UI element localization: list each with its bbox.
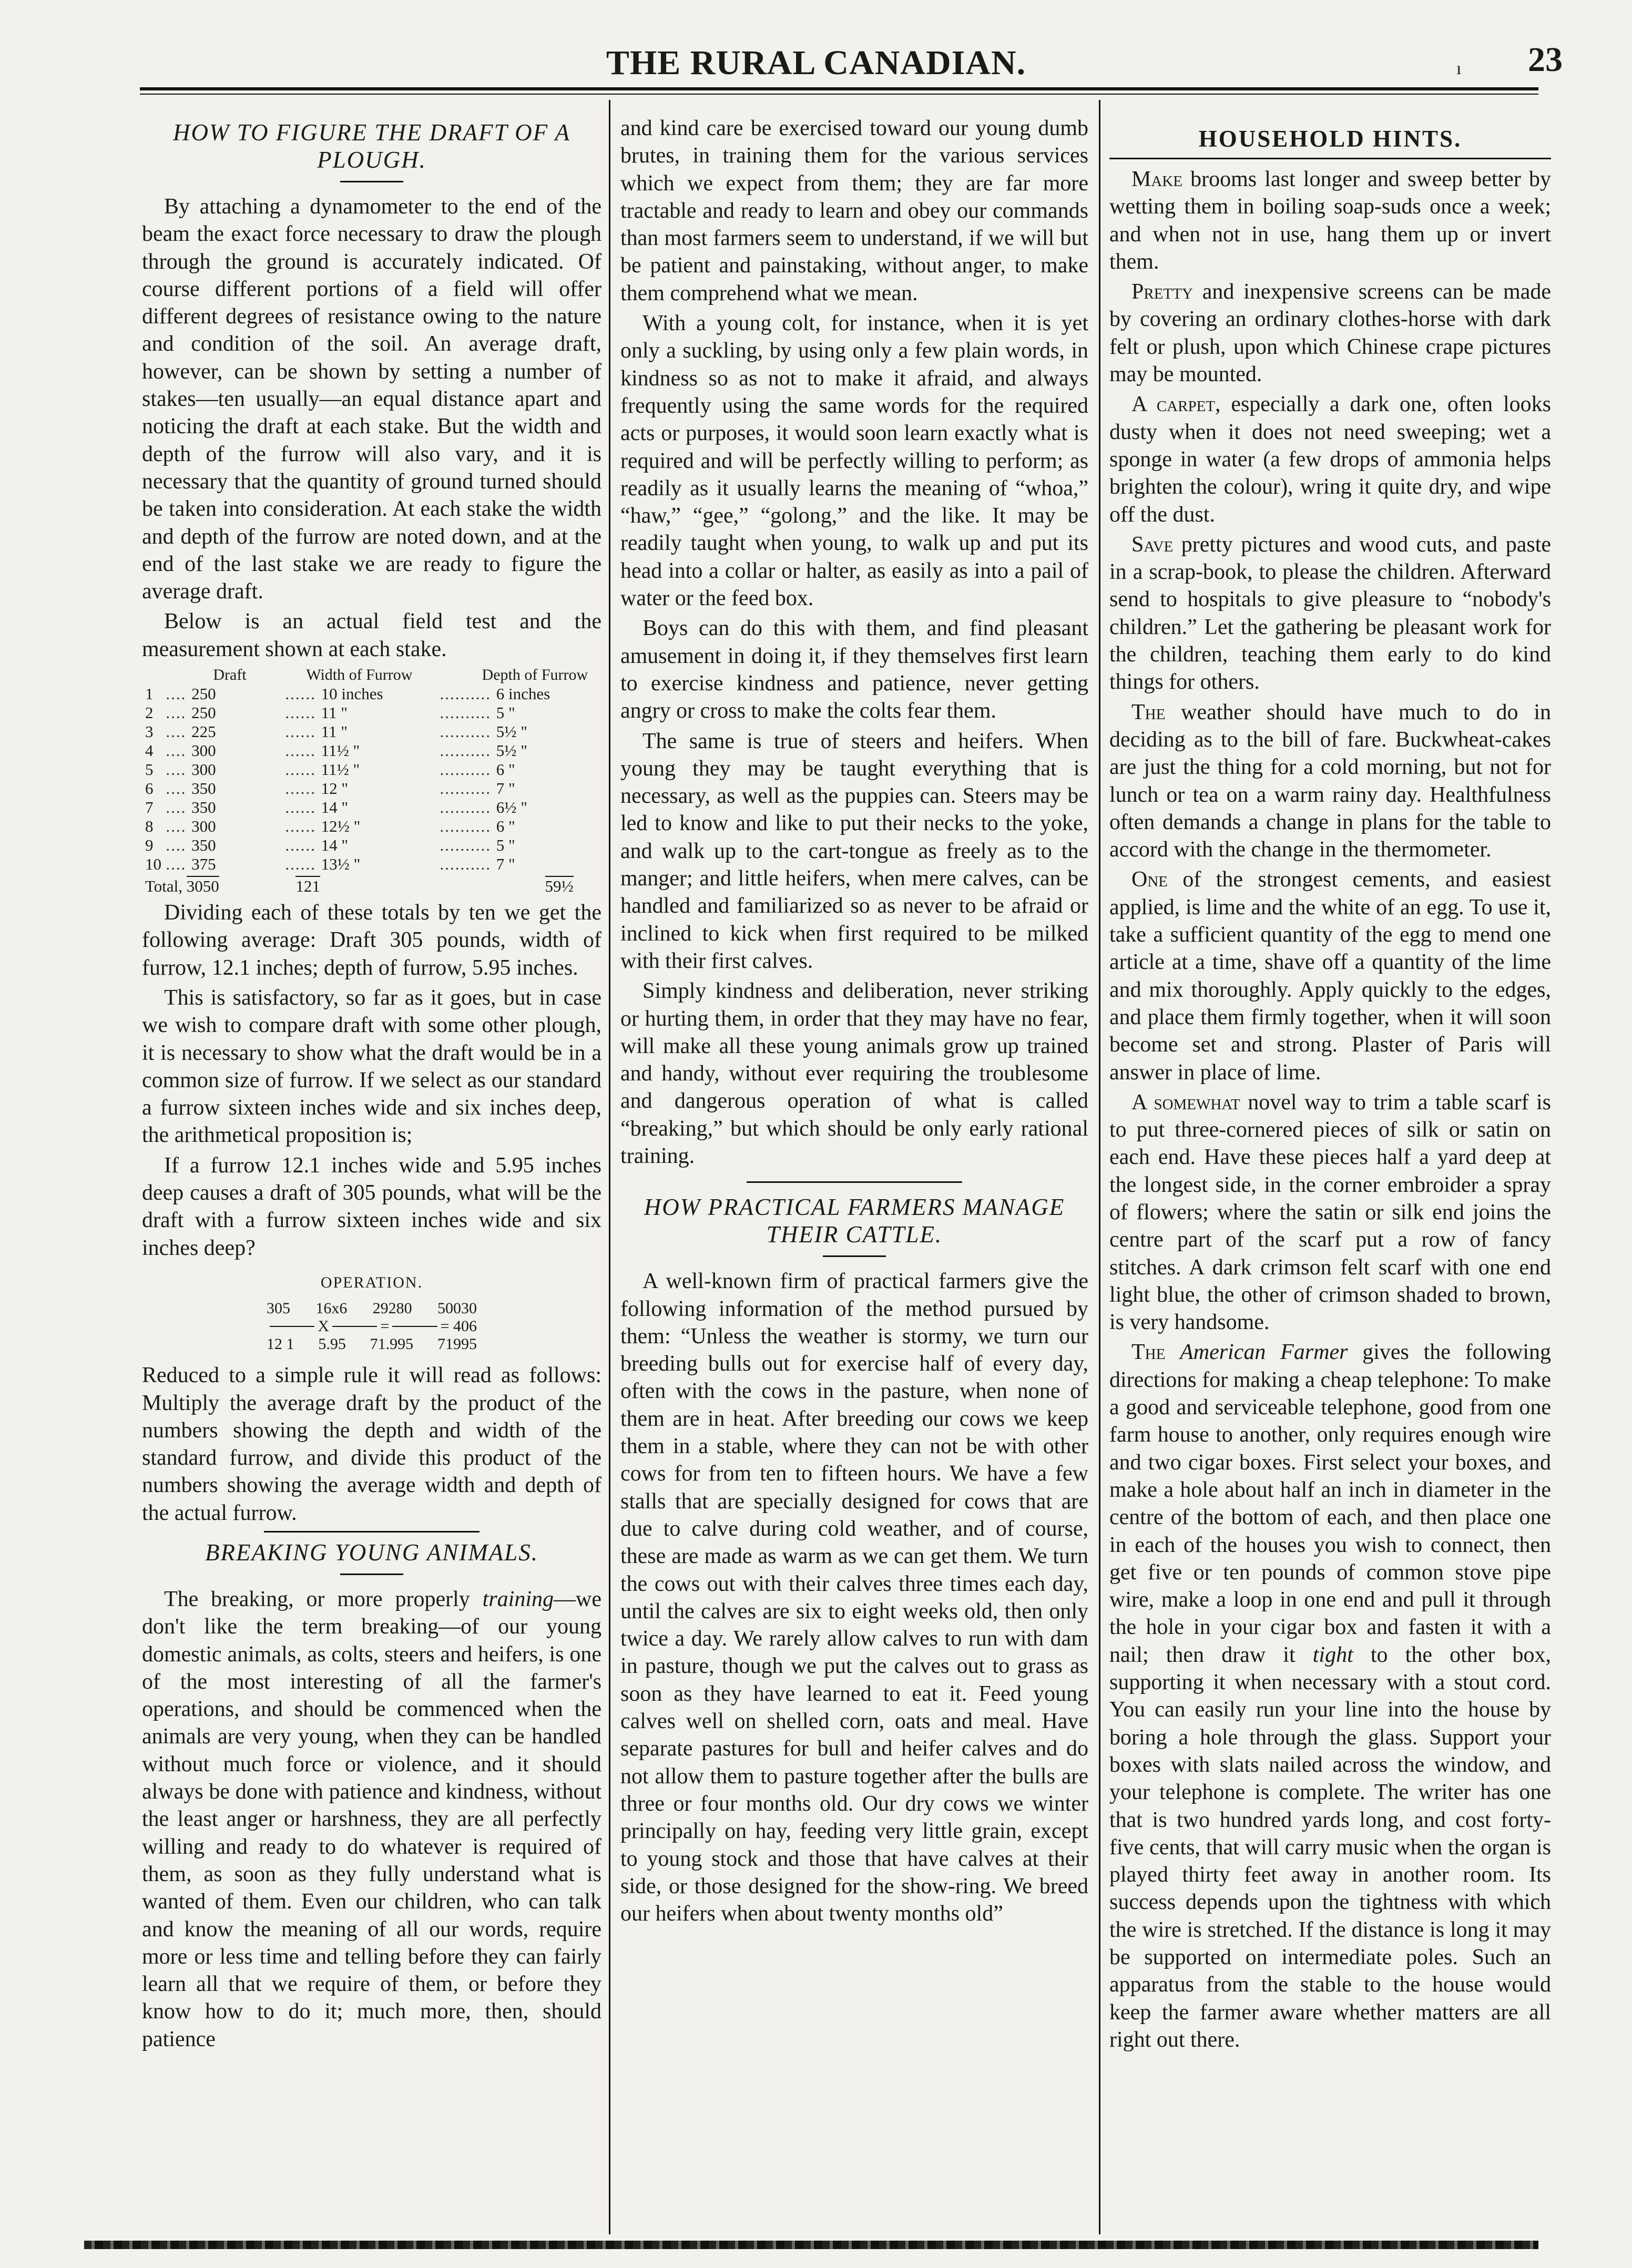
heading-underline <box>340 181 403 182</box>
table-cell: 14 " <box>321 798 348 817</box>
stray-mark: ı <box>1456 59 1462 78</box>
masthead <box>0 0 1632 100</box>
table-header: Depth of Furrow <box>482 666 588 684</box>
formula-term: 71995 <box>437 1335 477 1353</box>
table-row: 9 .... 350 ...... 14 " .......... 5 " <box>145 836 515 855</box>
table-cell: 250 <box>191 703 216 722</box>
table-cell: 5½ " <box>496 722 527 741</box>
table-cell: 7 " <box>496 855 515 874</box>
table-cell: 5 <box>145 760 154 779</box>
household-hints-heading: HOUSEHOLD HINTS. <box>1198 126 1462 152</box>
formula-times: X <box>318 1317 329 1335</box>
table-cell: 5 " <box>496 836 515 855</box>
breaking-paragraph: Boys can do this with them, and find pleasant amusement in doing it, if they themselves first learn to exercise kindness and patience, never getting angry or cross to make the colts fear them. <box>620 616 1088 723</box>
total-width: 121 <box>295 877 320 896</box>
total-draft: 3050 <box>186 877 219 896</box>
table-cell: 4 <box>145 741 154 760</box>
heading-underline <box>1109 158 1551 159</box>
table-header: Width of Furrow <box>306 666 413 684</box>
formula-term: 5.95 <box>318 1335 346 1353</box>
table-cell: 6½ " <box>496 798 527 817</box>
formula-term: 16x6 <box>315 1300 348 1317</box>
plough-paragraph: This is satisfactory, so far as it goes, but in case we wish to compare draft with some other plough, it is necessary to show what the draft would be in a common size of furrow. If we select as our standard a furrow sixteen inches wide and six inches deep, the arithmetical proposition is; <box>142 985 601 1148</box>
table-cell: 300 <box>191 741 216 760</box>
plough-paragraph: Below is an actual field test and the measurement shown at each stake. <box>142 609 601 661</box>
heading-underline <box>340 1574 403 1575</box>
breaking-paragraph: The breaking, or more properly training—we don't like the term breaking—of our young domestic animals, as colts, steers and heifers, is one of the most interesting of all the farmer's operations, and should be commenced when the animals are very young, when they can be handled without much force or violence, and it should always be done with patience and kindness, without the least anger or harshness, they are all perfectly willing and ready to do whatever is required of them, as soon as they fully understand what is wanted of them. Even our children, who can talk and know the meaning of all our words, require more or less time and telling before they can fairly learn all that we require of them, or before they know how to do it; much more, then, should patience <box>142 1587 601 2051</box>
table-cell: 11 " <box>321 722 348 741</box>
plough-paragraph: By attaching a dynamometer to the end of the beam the exact force necessary to draw the plough through the ground is accurately indicated. Of course different portions of a field will offer different degrees of resistance owing to the nature and condition of the soil. An average draft, however, can be shown by setting a number of stakes—ten usually—an equal distance apart and noticing the draft at each stake. But the width and depth of the furrow will also vary, and it is necessary that the quantity of ground turned should be taken into consideration. At each stake the width and depth of the furrow are noted down, and at the end of the last stake we are ready to figure the average draft. <box>142 195 601 604</box>
total-depth: 59½ <box>545 877 574 896</box>
table-cell: 11½ " <box>321 741 360 760</box>
table-cell: 300 <box>191 817 216 836</box>
plough-article-heading: HOW TO FIGURE THE DRAFT OF A PLOUGH. <box>173 119 570 173</box>
breaking-paragraph: and kind care be exercised toward our young dumb brutes, in training them for the various services which we expect from them; they are far more tractable and ready to learn and obey our commands than most farmers seem to understand, if we will but be patient and painstaking, without anger, to make them comprehend what we mean. <box>620 116 1088 305</box>
table-cell: 250 <box>191 685 216 703</box>
cattle-paragraph: A well-known firm of practical farmers give the following information of the method pursued by them: “Unless the weather is stormy, we turn our breeding bulls out for exercise half of every day, often with the cows in the pasture, when none of them are in heat. After breeding our cows we keep them in a stable, where they can not be with other cows for from ten to fifteen hours. We have a few stalls that are specially designed for cows that are due to calve during cold weather, and of course, these are made as warm as we can get them. We turn the cows out with their calves three times each day, until the calves are six to eight weeks old, then only twice a day. We rarely allow calves to run with dam in pasture, though we put the calves out to grass as soon as they have learned to eat it. Feed young calves well on shelled corn, oats and meal. Have separate pastures for bull and heifer calves and do not allow them to pasture together after the bulls are three or four months old. Our dry cows we winter principally on hay, feeding very little grain, except to young stock and those that have calves at their side, or those designed for the show-ring. We breed our heifers when about twenty months old” <box>620 1269 1088 1926</box>
table-cell: 350 <box>191 779 216 798</box>
table-row: 3 .... 225 ...... 11 " .......... 5½ " <box>145 722 527 741</box>
plough-paragraph: If a furrow 12.1 inches wide and 5.95 inches deep causes a draft of 305 pounds, what will be the draft with a furrow sixteen inches wide and six inches deep? <box>142 1153 601 1260</box>
hint-paragraph: The weather should have much to do in deciding as to the bill of fare. Buckwheat-cakes are just the thing for a cold morning, but not for lunch or tea on a warm rainy day. Healthfulness often demands a change in plans for the table to accord with the change in the thermometer. <box>1109 700 1551 862</box>
hint-paragraph: A carpet, especially a dark one, often looks dusty when it does not need sweeping; wet a sponge in water (a few drops of ammonia helps brighten the colour), wring it quite dry, and wipe off the dust. <box>1109 392 1552 527</box>
formula-equals: = <box>380 1317 390 1335</box>
operation-title: OPERATION. <box>320 1273 423 1291</box>
heading-underline <box>823 1255 886 1257</box>
table-total-row <box>145 874 601 896</box>
hint-paragraph: Pretty and inexpensive screens can be made by covering an ordinary clothes-horse with dark felt or plush, upon which Chinese crape pictures may be mounted. <box>1109 280 1551 387</box>
table-cell: 10 inches <box>321 685 383 703</box>
breaking-paragraph: The same is true of steers and heifers. When young they may be taught everything that is necessary, as well as the puppies can. Steers may be led to know and like to put their necks to the yoke, and walk up to the cart-tongue as freely as to the manger; and little heifers, when mere calves, can be handled and familiarized so as never to be afraid or inclined to kick when first required to be milked with their first calves. <box>620 729 1088 973</box>
bottom-border <box>84 2241 1538 2249</box>
breaking-article-heading: BREAKING YOUNG ANIMALS. <box>205 1539 538 1566</box>
table-cell: 10 <box>145 855 161 874</box>
plough-paragraph: Dividing each of these totals by ten we get the following average: Draft 305 pounds, width of furrow, 12.1 inches; depth of furrow, 5.95 inches. <box>142 901 601 980</box>
table-cell: 7 " <box>496 779 515 798</box>
hint-paragraph: A somewhat novel way to trim a table scarf is to put three-cornered pieces of silk or satin on each end. Have these pieces half a yard deep at the longest side, in the corner embroider a spray of flowers; where the satin or silk end joins the centre part of the scarf put a row of fancy stitches. A dark crimson felt scarf with one end light blue, the other of crimson shaded to brown, is very handsome. <box>1109 1090 1552 1335</box>
table-cell: 300 <box>191 760 216 779</box>
table-cell: 5½ " <box>496 741 527 760</box>
hint-paragraph: The American Farmer gives the following directions for making a cheap telephone: To make a good and serviceable telephone, good from one farm house to another, only requires enough wire and two cigar boxes. First select your boxes, and make a hole about half an inch in diameter in the centre of the bottom of each, and then place one in each of the houses you wish to connect, then get five or ten pounds of common stove pipe wire, make a loop in one end and pull it through the hole in your cigar box and fasten it with a nail; then draw it tight to the other box, supporting it when necessary with a stout cord. You can easily run your line into the house by boring a hole through the glass. Support your boxes with slats nailed across the window, and your telephone is complete. The writer has one that is two hundred yards long, and cost forty-five cents, that will carry music when the organ is played thirty feet away in another room. Its success depends upon the tightness with which the wire is stretched. If the distance is long it may be supported on intermediate poles. Such an apparatus from the stable to the house would keep the farmer aware whether matters are all right out there. <box>1109 1340 1551 2052</box>
table-row: 1 .... 250 ...... 10 inches .......... 6 inches <box>145 685 550 703</box>
formula-term: 29280 <box>372 1300 412 1317</box>
plough-paragraph: Reduced to a simple rule it will read as follows: Multiply the average draft by the product of the numbers showing the depth and width of the standard furrow, and divide this product of the numbers showing the average width and depth of the actual furrow. <box>142 1363 601 1525</box>
table-cell: 3 <box>145 722 154 741</box>
table-cell: 6 <box>145 779 154 798</box>
breaking-paragraph: With a young colt, for instance, when it is yet only a suckling, by using only a few plain words, in kindness so as not to make it afraid, and always frequently using the same words for the required acts or purposes, it would soon learn exactly what is required and will be perfectly willing to perform; as readily as it usually learns the meaning of “whoa,” “haw,” “gee,” “golong,” and the like. It may be readily taught when young, to walk up and put its head into a collar or halter, as easily as into a pail of water or the feed box. <box>620 311 1088 611</box>
column-1 <box>142 115 601 2056</box>
column-2 <box>620 115 1088 1930</box>
table-cell: 350 <box>191 836 216 855</box>
table-cell: 8 <box>145 817 154 836</box>
article-separator <box>264 1531 480 1533</box>
formula-term: 71.995 <box>370 1335 414 1353</box>
masthead-rule-thin <box>140 94 1538 95</box>
table-cell: 1 <box>145 685 154 703</box>
hint-paragraph: Save pretty pictures and wood cuts, and paste in a scrap-book, to please the children. Afterward send to hospitals to give pleasure to “nobody's children.” Let the gathering be pleasant work for the children, teaching them early to do kind things for others. <box>1109 532 1551 694</box>
table-cell: 375 <box>191 855 216 874</box>
table-row: 7 .... 350 ...... 14 " .......... 6½ " <box>145 798 527 817</box>
table-cell: 350 <box>191 798 216 817</box>
hint-paragraph: Make brooms last longer and sweep better by wetting them in boiling soap-suds once a week; and when not in use, hang them up or invert them. <box>1109 167 1551 274</box>
table-cell: 5 " <box>496 703 515 722</box>
table-cell: 6 inches <box>496 685 550 703</box>
table-cell: 11½ " <box>321 760 360 779</box>
stake-measurement-table <box>145 666 601 896</box>
table-cell: 225 <box>191 722 216 741</box>
formula-term: 12 1 <box>267 1335 294 1353</box>
table-cell: 7 <box>145 798 154 817</box>
formula-term: 50030 <box>437 1300 477 1317</box>
hint-paragraph: One of the strongest cements, and easiest applied, is lime and the white of an egg. To use it, take a sufficient quantity of the egg to mend one article at a time, shave off a quantity of the lime and mix thoroughly. Apply quickly to the edges, and place them firmly together, when it will soon become set and strong. Plaster of Paris will answer in place of lime. <box>1109 867 1551 1085</box>
table-row: 2 .... 250 ...... 11 " .......... 5 " <box>145 703 515 722</box>
page-number: 23 <box>1528 40 1563 79</box>
table-row: 6 .... 350 ...... 12 " .......... 7 " <box>145 779 515 798</box>
table-cell: 14 " <box>321 836 348 855</box>
table-cell: 6 " <box>496 817 515 836</box>
table-cell: 12 " <box>321 779 348 798</box>
table-row: 8 .... 300 ...... 12½ " .......... 6 " <box>145 817 515 836</box>
draft-formula <box>267 1300 477 1353</box>
table-cell: 2 <box>145 703 154 722</box>
table-cell: 6 " <box>496 760 515 779</box>
formula-term: 305 <box>267 1300 290 1317</box>
table-cell: 12½ " <box>321 817 361 836</box>
cattle-article-heading: HOW PRACTICAL FARMERS MANAGE THEIR CATTLE. <box>644 1194 1065 1248</box>
column-divider-2 <box>1099 100 1100 2234</box>
table-cell: 11 " <box>321 703 348 722</box>
table-header: Draft <box>213 666 247 684</box>
column-divider-1 <box>609 100 610 2234</box>
article-separator <box>747 1181 962 1183</box>
formula-result: = 406 <box>440 1317 477 1335</box>
newspaper-title: THE RURAL CANADIAN. <box>606 44 1026 82</box>
table-cell: 13½ " <box>321 855 361 874</box>
table-row: 4 .... 300 ...... 11½ " .......... 5½ " <box>145 741 527 760</box>
total-label: Total, <box>145 877 183 896</box>
table-cell: 9 <box>145 836 154 855</box>
table-row: 10 .... 375 ...... 13½ " .......... 7 " <box>145 855 515 874</box>
breaking-paragraph: Simply kindness and deliberation, never striking or hurting them, in order that they may have no fear, will make all these young animals grow up trained and handy, without ever requiring the troublesome and dangerous operation of what is called “breaking,” but which should be only early rational training. <box>620 979 1088 1168</box>
masthead-rule-thick <box>140 87 1538 90</box>
table-row: 5 .... 300 ...... 11½ " .......... 6 " <box>145 760 515 779</box>
column-3 <box>1109 115 1551 2056</box>
